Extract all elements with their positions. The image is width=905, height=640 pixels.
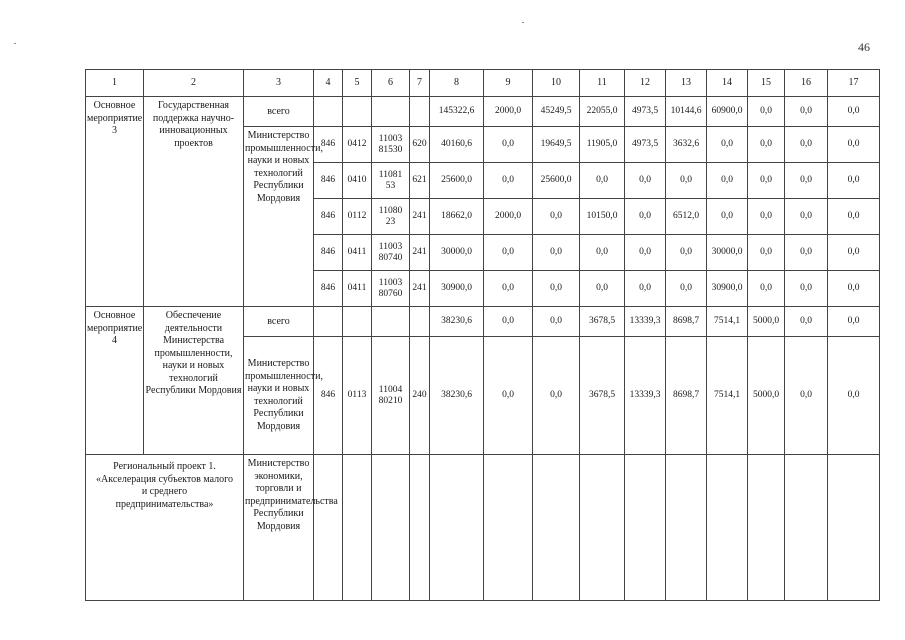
table-row — [86, 97, 880, 127]
value-cell: 0,0 — [625, 199, 666, 235]
value-cell: 0,0 — [748, 127, 785, 163]
value-cell: 0,0 — [785, 337, 828, 455]
header-cell: 5 — [343, 70, 372, 97]
value-cell: 0,0 — [666, 271, 707, 307]
value-cell: 0,0 — [748, 271, 785, 307]
value-cell: 0,0 — [828, 163, 880, 199]
value-cell: 3632,6 — [666, 127, 707, 163]
value-cell: 0,0 — [625, 163, 666, 199]
value-cell: 0,0 — [533, 199, 580, 235]
value-cell: 0,0 — [533, 271, 580, 307]
code-cell: 11003 80740 — [372, 235, 410, 271]
header-cell: 2 — [144, 70, 244, 97]
value-cell: 0,0 — [580, 235, 625, 271]
value-cell: 0,0 — [625, 271, 666, 307]
value-cell: 0,0 — [785, 163, 828, 199]
code-cell: 620 — [410, 127, 430, 163]
value-cell: 0,0 — [828, 271, 880, 307]
measure-title: Обеспечение деятельности Министерства промышленности, науки и новых технологий Республики Мордовия — [144, 307, 244, 455]
table-row — [86, 455, 880, 601]
value-cell: 4973,5 — [625, 127, 666, 163]
value-cell: 0,0 — [533, 337, 580, 455]
value-cell: 30900,0 — [430, 271, 484, 307]
value-cell: 0,0 — [748, 199, 785, 235]
value-cell: 0,0 — [828, 127, 880, 163]
code-cell: 0113 — [343, 337, 372, 455]
code-cell: 241 — [410, 235, 430, 271]
value-cell: 3678,5 — [580, 307, 625, 337]
value-cell: 145322,6 — [430, 97, 484, 127]
scan-speck — [14, 43, 16, 44]
code-cell: 241 — [410, 199, 430, 235]
header-cell: 8 — [430, 70, 484, 97]
code-cell: 0410 — [343, 163, 372, 199]
value-cell: 45249,5 — [533, 97, 580, 127]
value-cell: 25600,0 — [533, 163, 580, 199]
header-cell: 16 — [785, 70, 828, 97]
header-cell: 4 — [314, 70, 343, 97]
header-cell: 1 — [86, 70, 144, 97]
table-row — [86, 307, 880, 337]
page-number: 46 — [858, 40, 870, 54]
value-cell: 0,0 — [580, 163, 625, 199]
value-cell: 0,0 — [484, 337, 533, 455]
value-cell: 0,0 — [785, 97, 828, 127]
header-cell: 13 — [666, 70, 707, 97]
value-cell: 25600,0 — [430, 163, 484, 199]
code-cell: 846 — [314, 163, 343, 199]
header-cell: 3 — [244, 70, 314, 97]
value-cell: 13339,3 — [625, 337, 666, 455]
value-cell: 8698,7 — [666, 307, 707, 337]
executor: Министерство экономики, торговли и предпринимательства Республики Мордовия — [244, 455, 314, 601]
value-cell: 0,0 — [484, 271, 533, 307]
total-label: всего — [244, 307, 314, 337]
regional-project-label: Региональный проект 1. «Акселерация субъектов малого и среднего предпринимательства» — [86, 455, 244, 601]
scan-speck — [522, 22, 524, 23]
header-cell: 11 — [580, 70, 625, 97]
value-cell: 0,0 — [748, 163, 785, 199]
value-cell: 13339,3 — [625, 307, 666, 337]
header-cell: 12 — [625, 70, 666, 97]
value-cell: 5000,0 — [748, 337, 785, 455]
value-cell: 40160,6 — [430, 127, 484, 163]
value-cell: 0,0 — [828, 337, 880, 455]
value-cell: 0,0 — [580, 271, 625, 307]
value-cell: 11905,0 — [580, 127, 625, 163]
value-cell: 10144,6 — [666, 97, 707, 127]
executor: Министерство промышленности, науки и новых технологий Республики Мордовия — [244, 337, 314, 455]
value-cell: 0,0 — [666, 163, 707, 199]
header-cell: 6 — [372, 70, 410, 97]
value-cell: 0,0 — [707, 163, 748, 199]
code-cell: 846 — [314, 235, 343, 271]
value-cell: 0,0 — [484, 127, 533, 163]
value-cell: 0,0 — [828, 235, 880, 271]
value-cell: 19649,5 — [533, 127, 580, 163]
value-cell: 0,0 — [666, 235, 707, 271]
code-cell: 0412 — [343, 127, 372, 163]
value-cell: 2000,0 — [484, 199, 533, 235]
code-cell: 241 — [410, 271, 430, 307]
value-cell: 30000,0 — [430, 235, 484, 271]
code-cell: 0411 — [343, 235, 372, 271]
value-cell: 0,0 — [707, 127, 748, 163]
header-cell: 15 — [748, 70, 785, 97]
value-cell: 0,0 — [828, 307, 880, 337]
code-cell: 846 — [314, 271, 343, 307]
value-cell: 0,0 — [748, 97, 785, 127]
code-cell: 11080 23 — [372, 199, 410, 235]
value-cell: 0,0 — [625, 235, 666, 271]
header-cell: 9 — [484, 70, 533, 97]
code-cell: 11003 81530 — [372, 127, 410, 163]
budget-table — [85, 69, 880, 601]
header-row — [86, 70, 880, 97]
measure-title: Государственная поддержка научно-инновационных проектов — [144, 97, 244, 307]
value-cell: 3678,5 — [580, 337, 625, 455]
code-cell: 11003 80760 — [372, 271, 410, 307]
measure-label: Основное мероприятие 4 — [86, 307, 144, 455]
value-cell: 60900,0 — [707, 97, 748, 127]
value-cell: 22055,0 — [580, 97, 625, 127]
code-cell: 621 — [410, 163, 430, 199]
executor: Министерство промышленности, науки и новых технологий Республики Мордовия — [244, 127, 314, 235]
value-cell: 5000,0 — [748, 307, 785, 337]
header-cell: 14 — [707, 70, 748, 97]
value-cell: 8698,7 — [666, 337, 707, 455]
measure-label: Основное мероприятие 3 — [86, 97, 144, 307]
value-cell: 0,0 — [748, 235, 785, 271]
value-cell: 30000,0 — [707, 235, 748, 271]
code-cell: 11004 80210 — [372, 337, 410, 455]
code-cell: 240 — [410, 337, 430, 455]
value-cell: 7514,1 — [707, 337, 748, 455]
value-cell: 6512,0 — [666, 199, 707, 235]
value-cell: 0,0 — [707, 199, 748, 235]
value-cell: 10150,0 — [580, 199, 625, 235]
value-cell: 0,0 — [533, 235, 580, 271]
value-cell: 0,0 — [484, 235, 533, 271]
value-cell: 18662,0 — [430, 199, 484, 235]
value-cell: 0,0 — [484, 307, 533, 337]
code-cell: 11081 53 — [372, 163, 410, 199]
header-cell: 10 — [533, 70, 580, 97]
value-cell: 0,0 — [785, 307, 828, 337]
value-cell: 0,0 — [828, 97, 880, 127]
header-cell: 7 — [410, 70, 430, 97]
code-cell: 846 — [314, 337, 343, 455]
value-cell: 4973,5 — [625, 97, 666, 127]
value-cell: 0,0 — [785, 235, 828, 271]
code-cell: 0411 — [343, 271, 372, 307]
value-cell: 0,0 — [828, 199, 880, 235]
value-cell: 0,0 — [484, 163, 533, 199]
total-label: всего — [244, 97, 314, 127]
value-cell: 7514,1 — [707, 307, 748, 337]
value-cell: 0,0 — [785, 199, 828, 235]
code-cell: 846 — [314, 127, 343, 163]
value-cell: 0,0 — [533, 307, 580, 337]
value-cell: 2000,0 — [484, 97, 533, 127]
value-cell: 30900,0 — [707, 271, 748, 307]
value-cell: 38230,6 — [430, 337, 484, 455]
executor-continuation — [244, 235, 314, 307]
header-cell: 17 — [828, 70, 880, 97]
value-cell: 38230,6 — [430, 307, 484, 337]
code-cell: 0112 — [343, 199, 372, 235]
value-cell: 0,0 — [785, 127, 828, 163]
value-cell: 0,0 — [785, 271, 828, 307]
code-cell: 846 — [314, 199, 343, 235]
